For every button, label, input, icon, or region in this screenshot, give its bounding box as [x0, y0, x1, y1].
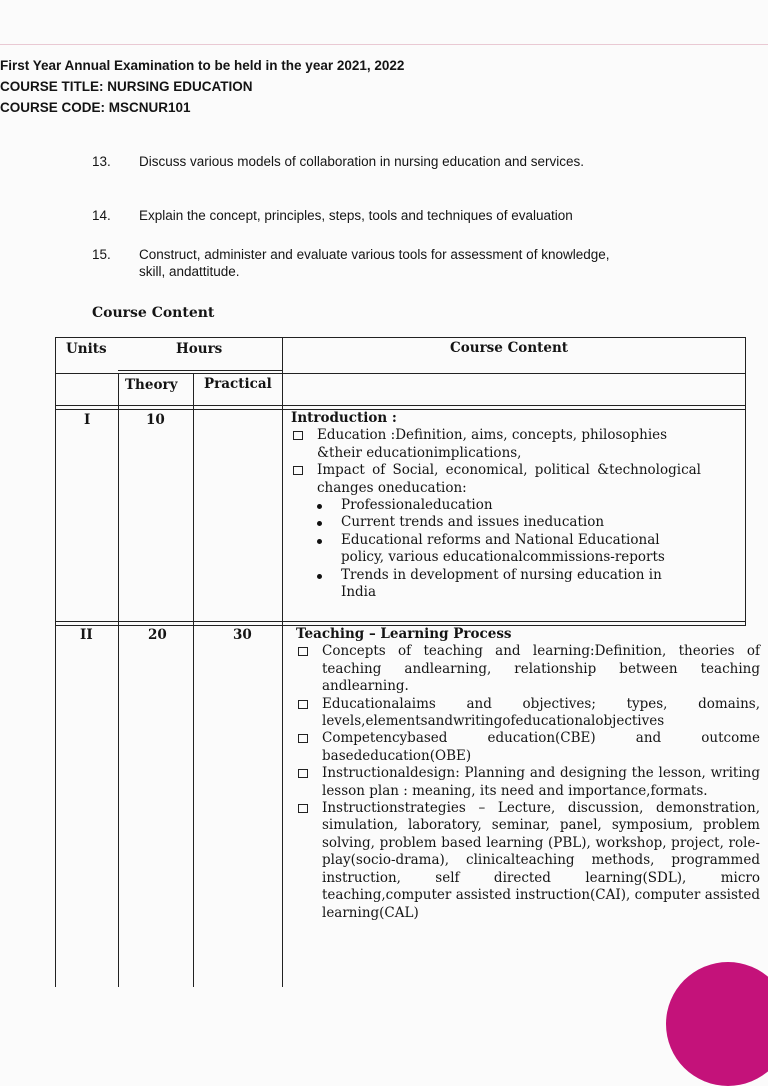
sub-item-text: Current trends and issues ineducation: [341, 514, 605, 531]
table-border: [118, 370, 282, 371]
table-border: [55, 405, 746, 406]
row-theory-hours: 10: [146, 412, 165, 428]
bullet-icon: [317, 521, 322, 526]
sub-item-text: Trends in development of nursing education in India: [341, 566, 662, 601]
sub-item: [291, 514, 701, 531]
bullet-icon: [317, 574, 322, 579]
objective-number: 15.: [92, 247, 111, 262]
list-item: [296, 800, 760, 922]
objective-number: 14.: [92, 208, 111, 223]
table-border: [55, 337, 56, 987]
list-item-text: Competencybased education(CBE) and outcome basededucation(OBE): [322, 730, 760, 764]
table-border: [282, 337, 283, 987]
unit-title: Introduction :: [291, 410, 397, 426]
list-item-text: Educationalaims and objectives; types, domains, levels,elementsandwritingofeducationalobjectives: [322, 695, 760, 730]
sub-item: [291, 567, 701, 602]
checkbox-bullet-icon: [293, 466, 303, 475]
course-title: COURSE TITLE: NURSING EDUCATION: [0, 79, 253, 94]
checkbox-bullet-icon: [298, 734, 308, 743]
list-item: [291, 462, 701, 497]
objective-number: 13.: [92, 154, 111, 169]
list-item: [296, 643, 760, 695]
table-border: [118, 373, 119, 987]
bullet-icon: [317, 504, 322, 509]
objective-text: Discuss various models of collaboration in nursing education and services.: [139, 154, 584, 169]
table-border: [55, 373, 746, 374]
bullet-icon: [317, 539, 322, 544]
sub-item: [291, 532, 701, 567]
list-item: [296, 765, 760, 800]
course-content-title: Course Content: [92, 305, 215, 321]
checkbox-bullet-icon: [298, 769, 308, 778]
checkbox-bullet-icon: [293, 431, 303, 440]
table-border: [193, 373, 194, 987]
header-hours: Hours: [176, 341, 223, 357]
list-item: [296, 696, 760, 731]
checkbox-bullet-icon: [298, 804, 308, 813]
page-top-edge: [0, 44, 768, 45]
checkbox-bullet-icon: [298, 647, 308, 656]
list-item: [296, 730, 760, 765]
list-item: [291, 427, 701, 462]
list-item-text: Instructionaldesign: Planning and designing the lesson, writing lesson plan : meaning, its need and importance,formats.: [322, 765, 760, 799]
row-practical-hours: 30: [233, 627, 252, 643]
table-border: [745, 337, 746, 625]
table-border: [55, 337, 746, 338]
row-content: [296, 626, 760, 922]
course-code: COURSE CODE: MSCNUR101: [0, 100, 191, 115]
page-corner-button[interactable]: [666, 962, 768, 1086]
sub-item-text: Educational reforms and National Educational policy, various educationalcommissions-reports: [341, 531, 665, 566]
header-practical: Practical: [204, 376, 272, 392]
objective-text: Explain the concept, principles, steps, tools and techniques of evaluation: [139, 208, 573, 223]
header-course-content: Course Content: [450, 340, 569, 356]
row-unit: I: [84, 412, 91, 428]
row-theory-hours: 20: [148, 627, 167, 643]
row-content: [291, 410, 701, 601]
list-item-text: Concepts of teaching and learning:Definition, theories of teaching andlearning, relationship between teaching andlearning.: [322, 643, 760, 695]
list-item-text: Education :Definition, aims, concepts, philosophies &their educationimplications,: [317, 427, 668, 461]
sub-item: [291, 497, 701, 514]
unit-title: Teaching – Learning Process: [296, 626, 512, 642]
list-item-text: Impact of Social, economical, political &technological changes oneducation:: [317, 462, 701, 496]
exam-line: First Year Annual Examination to be held in the year 2021, 2022: [0, 58, 405, 73]
row-unit: II: [80, 627, 93, 643]
header-units: Units: [66, 341, 107, 357]
header-theory: Theory: [125, 377, 178, 393]
objective-text: Construct, administer and evaluate various tools for assessment of knowledge, skill, andattitude.: [139, 247, 610, 279]
list-item-text: Instructionstrategies – Lecture, discussion, demonstration, simulation, laboratory, seminar, panel, symposium, problem solving, problem based learning (PBL), workshop, project, role- play(socio-drama), clinicalteaching methods, programmed instruction, self directed learning(SDL), micro teaching,computer assisted instruction(CAI), computer assisted learning(CAL): [322, 800, 760, 921]
table-border: [55, 621, 746, 622]
sub-item-text: Professionaleducation: [341, 497, 493, 514]
checkbox-bullet-icon: [298, 700, 308, 709]
